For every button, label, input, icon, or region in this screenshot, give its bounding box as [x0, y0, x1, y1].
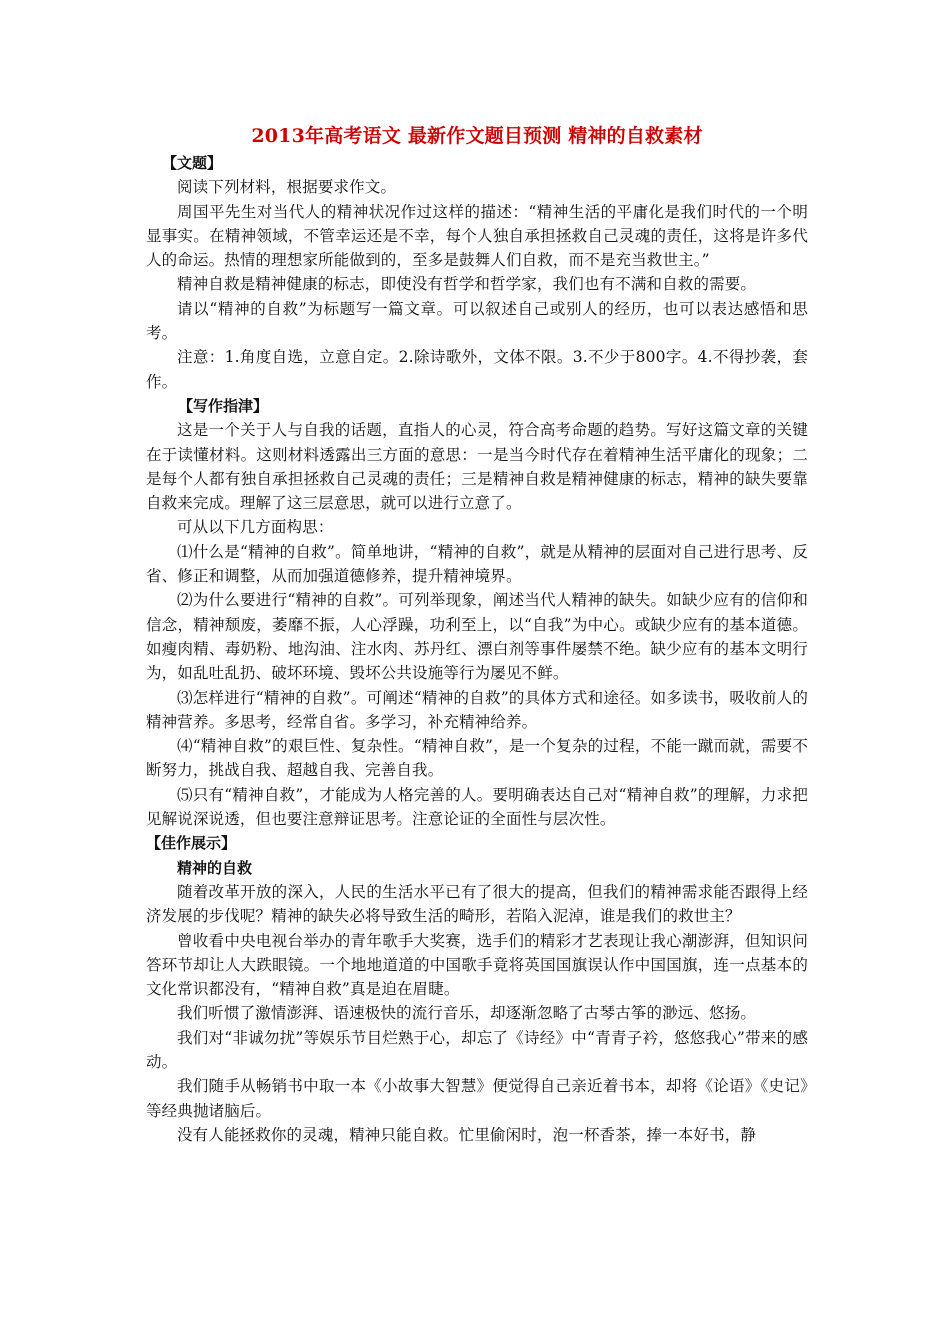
paragraph: 我们随手从畅销书中取一本《小故事大智慧》便觉得自己亲近着书本，却将《论语》《史记》等经典抛诸脑后。 [146, 1077, 808, 1120]
paragraph: 精神自救是精神健康的标志，即使没有哲学和哲学家，我们也有不满和自救的需要。 [177, 275, 757, 294]
paragraph: ⑴什么是“精神的自救”。简单地讲，“精神的自救”，就是从精神的层面对自己进行思考、反省、修正和调整，从而加强道德修养，提升精神境界。 [146, 542, 808, 586]
paragraph: ⑶怎样进行“精神的自救”。可阐述“精神的自救”的具体方式和途径。如多读书，吸收前人的精神营养。多思考，经常自省。多学习，补充精神给养。 [146, 688, 808, 731]
paragraph: 我们听惯了激情澎湃、语速极快的流行音乐，却逐渐忽略了古琴古筝的渺远、悠扬。 [177, 1004, 757, 1023]
paragraph: 注意：1.角度自选，立意自定。2.除诗歌外，文体不限。3.不少于800字。4.不得抄袭，套作。 [146, 348, 808, 391]
paragraph: 我们对“非诚勿扰”等娱乐节目烂熟于心，却忘了《诗经》中“青青子衿，悠悠我心”带来的感动。 [146, 1028, 808, 1071]
section-heading-wenti: 【文题】 [162, 154, 223, 172]
document-title: 2013年高考语文 最新作文题目预测 精神的自救素材 [251, 125, 703, 147]
essay-title: 精神的自救 [177, 858, 253, 877]
paragraph: 阅读下列材料，根据要求作文。 [177, 178, 397, 197]
document-page [146, 122, 808, 1147]
paragraph: ⑸只有“精神自救”，才能成为人格完善的人。要明确表达自己对“精神自救”的理解，力求把见解说深说透，但也要注意辩证思考。注意论证的全面性与层次性。 [146, 785, 808, 829]
paragraph: 没有人能拯救你的灵魂，精神只能自救。忙里偷闲时，泡一杯香茶，捧一本好书，静 [177, 1125, 757, 1144]
paragraph: 请以“精神的自救”为标题写一篇文章。可以叙述自己或别人的经历，也可以表达感悟和思考。 [146, 299, 808, 343]
paragraph: ⑷“精神自救”的艰巨性、复杂性。“精神自救”，是一个复杂的过程，不能一蹴而就，需要不断努力，挑战自我、超越自我、完善自我。 [146, 737, 808, 780]
paragraph: ⑵为什么要进行“精神的自救”。可列举现象，阐述当代人精神的缺失。如缺少应有的信仰和信念，精神颓废，萎靡不振，人心浮躁，功利至上，以“自我”为中心。或缺少应有的基本道德。如瘦肉精、毒奶粉、地沟油、注水肉、苏丹红、漂白剂等事件屡禁不绝。缺少应有的基本文明行为，如乱吐乱扔、破坏环境、毁坏公共设施等行为屡见不鲜。 [146, 591, 808, 683]
paragraph: 周国平先生对当代人的精神状况作过这样的描述：“精神生活的平庸化是我们时代的一个明显事实。在精神领域，不管幸运还是不幸，每个人独自承担拯救自己灵魂的责任，这将是许多代人的命运。热情的理想家所能做到的，至多是鼓舞人们自救，而不是充当救世主。” [146, 202, 808, 270]
paragraph: 这是一个关于人与自我的话题，直指人的心灵，符合高考命题的趋势。写好这篇文章的关键在于读懂材料。这则材料透露出三方面的意思：一是当今时代存在着精神生活平庸化的现象；二是每个人都有独自承担拯救自己灵魂的责任；三是精神自救是精神健康的标志，精神的缺失要靠自救来完成。理解了这三层意思，就可以进行立意了。 [146, 421, 808, 513]
paragraph: 可从以下几方面构思： [177, 518, 334, 537]
paragraph: 随着改革开放的深入，人民的生活水平已有了很大的提高，但我们的精神需求能否跟得上经济发展的步伐呢？精神的缺失必将导致生活的畸形，若陷入泥淖，谁是我们的救世主？ [146, 882, 808, 926]
section-heading-xiezuo: 【写作指津】 [178, 396, 269, 415]
section-heading-jiazuo: 【佳作展示】 [146, 834, 237, 853]
paragraph: 曾收看中央电视台举办的青年歌手大奖赛，选手们的精彩才艺表现让我心潮澎湃，但知识问答环节却让人大跌眼镜。一个地地道道的中国歌手竟将英国国旗误认作中国国旗，连一点基本的文化常识都没有，“精神自救”真是迫在眉睫。 [146, 931, 808, 999]
